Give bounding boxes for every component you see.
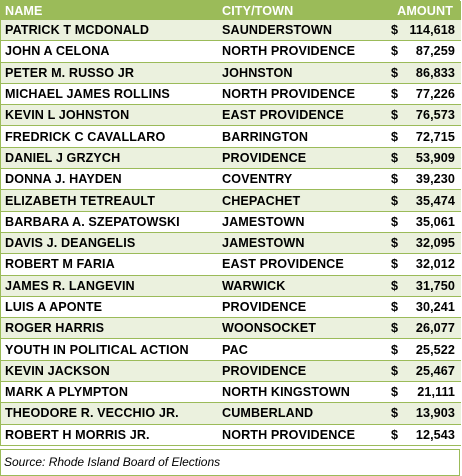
table-row — [1, 275, 461, 296]
table-row — [1, 147, 461, 168]
cell-currency: $ — [385, 211, 403, 232]
table-row — [1, 360, 461, 381]
cell-city: JOHNSTON — [218, 62, 385, 83]
cell-amount: 86,833 — [403, 62, 461, 83]
cell-amount: 32,095 — [403, 232, 461, 253]
cell-name: THEODORE R. VECCHIO JR. — [1, 403, 218, 424]
cell-city: CHEPACHET — [218, 190, 385, 211]
table-row — [1, 339, 461, 360]
cell-currency: $ — [385, 403, 403, 424]
contributions-table — [1, 1, 461, 446]
cell-currency: $ — [385, 318, 403, 339]
cell-amount: 35,474 — [403, 190, 461, 211]
cell-currency: $ — [385, 147, 403, 168]
cell-city: WARWICK — [218, 275, 385, 296]
cell-city: JAMESTOWN — [218, 211, 385, 232]
cell-name: JAMES R. LANGEVIN — [1, 275, 218, 296]
cell-city: PROVIDENCE — [218, 360, 385, 381]
cell-currency: $ — [385, 126, 403, 147]
cell-name: MICHAEL JAMES ROLLINS — [1, 83, 218, 104]
cell-amount: 31,750 — [403, 275, 461, 296]
table-row — [1, 126, 461, 147]
table-row — [1, 20, 461, 41]
table-row — [1, 83, 461, 104]
cell-currency: $ — [385, 232, 403, 253]
header-city: CITY/TOWN — [218, 1, 385, 20]
cell-amount: 77,226 — [403, 83, 461, 104]
cell-name: DONNA J. HAYDEN — [1, 169, 218, 190]
cell-name: BARBARA A. SZEPATOWSKI — [1, 211, 218, 232]
table-row — [1, 424, 461, 445]
table-row — [1, 41, 461, 62]
cell-city: BARRINGTON — [218, 126, 385, 147]
cell-city: JAMESTOWN — [218, 232, 385, 253]
cell-currency: $ — [385, 105, 403, 126]
cell-name: JOHN A CELONA — [1, 41, 218, 62]
table-header-row — [1, 1, 461, 20]
cell-name: KEVIN JACKSON — [1, 360, 218, 381]
cell-amount: 26,077 — [403, 318, 461, 339]
cell-name: MARK A PLYMPTON — [1, 382, 218, 403]
cell-currency: $ — [385, 190, 403, 211]
cell-name: YOUTH IN POLITICAL ACTION — [1, 339, 218, 360]
cell-currency: $ — [385, 62, 403, 83]
cell-name: LUIS A APONTE — [1, 296, 218, 317]
table-row — [1, 403, 461, 424]
cell-amount: 53,909 — [403, 147, 461, 168]
cell-name: PETER M. RUSSO JR — [1, 62, 218, 83]
cell-name: DAVIS J. DEANGELIS — [1, 232, 218, 253]
cell-currency: $ — [385, 296, 403, 317]
cell-amount: 30,241 — [403, 296, 461, 317]
cell-currency: $ — [385, 382, 403, 403]
table-row — [1, 296, 461, 317]
cell-city: WOONSOCKET — [218, 318, 385, 339]
cell-city: NORTH PROVIDENCE — [218, 41, 385, 62]
cell-currency: $ — [385, 169, 403, 190]
cell-amount: 39,230 — [403, 169, 461, 190]
table-row — [1, 382, 461, 403]
cell-currency: $ — [385, 339, 403, 360]
cell-currency: $ — [385, 360, 403, 381]
cell-name: DANIEL J GRZYCH — [1, 147, 218, 168]
source-note: Source: Rhode Island Board of Elections — [0, 449, 460, 476]
cell-amount: 25,522 — [403, 339, 461, 360]
cell-amount: 12,543 — [403, 424, 461, 445]
cell-amount: 32,012 — [403, 254, 461, 275]
cell-currency: $ — [385, 424, 403, 445]
cell-currency: $ — [385, 20, 403, 41]
cell-city: NORTH PROVIDENCE — [218, 83, 385, 104]
header-amount: AMOUNT — [385, 1, 461, 20]
cell-currency: $ — [385, 41, 403, 62]
cell-city: SAUNDERSTOWN — [218, 20, 385, 41]
cell-city: COVENTRY — [218, 169, 385, 190]
cell-name: KEVIN L JOHNSTON — [1, 105, 218, 126]
cell-currency: $ — [385, 275, 403, 296]
cell-amount: 114,618 — [403, 20, 461, 41]
cell-name: ROGER HARRIS — [1, 318, 218, 339]
cell-name: ELIZABETH TETREAULT — [1, 190, 218, 211]
cell-name: ROBERT H MORRIS JR. — [1, 424, 218, 445]
table-row — [1, 105, 461, 126]
cell-city: EAST PROVIDENCE — [218, 254, 385, 275]
table-row — [1, 190, 461, 211]
table-row — [1, 232, 461, 253]
cell-city: NORTH KINGSTOWN — [218, 382, 385, 403]
cell-amount: 87,259 — [403, 41, 461, 62]
table-row — [1, 169, 461, 190]
cell-currency: $ — [385, 83, 403, 104]
cell-city: PAC — [218, 339, 385, 360]
cell-name: FREDRICK C CAVALLARO — [1, 126, 218, 147]
cell-amount: 25,467 — [403, 360, 461, 381]
cell-amount: 21,111 — [403, 382, 461, 403]
header-name: NAME — [1, 1, 218, 20]
cell-name: ROBERT M FARIA — [1, 254, 218, 275]
cell-city: PROVIDENCE — [218, 147, 385, 168]
table-row — [1, 62, 461, 83]
cell-amount: 76,573 — [403, 105, 461, 126]
cell-city: NORTH PROVIDENCE — [218, 424, 385, 445]
cell-currency: $ — [385, 254, 403, 275]
cell-name: PATRICK T MCDONALD — [1, 20, 218, 41]
table-row — [1, 211, 461, 232]
table-body — [1, 20, 461, 445]
cell-city: CUMBERLAND — [218, 403, 385, 424]
table-row — [1, 318, 461, 339]
cell-amount: 35,061 — [403, 211, 461, 232]
cell-city: EAST PROVIDENCE — [218, 105, 385, 126]
table-row — [1, 254, 461, 275]
cell-amount: 72,715 — [403, 126, 461, 147]
cell-city: PROVIDENCE — [218, 296, 385, 317]
cell-amount: 13,903 — [403, 403, 461, 424]
